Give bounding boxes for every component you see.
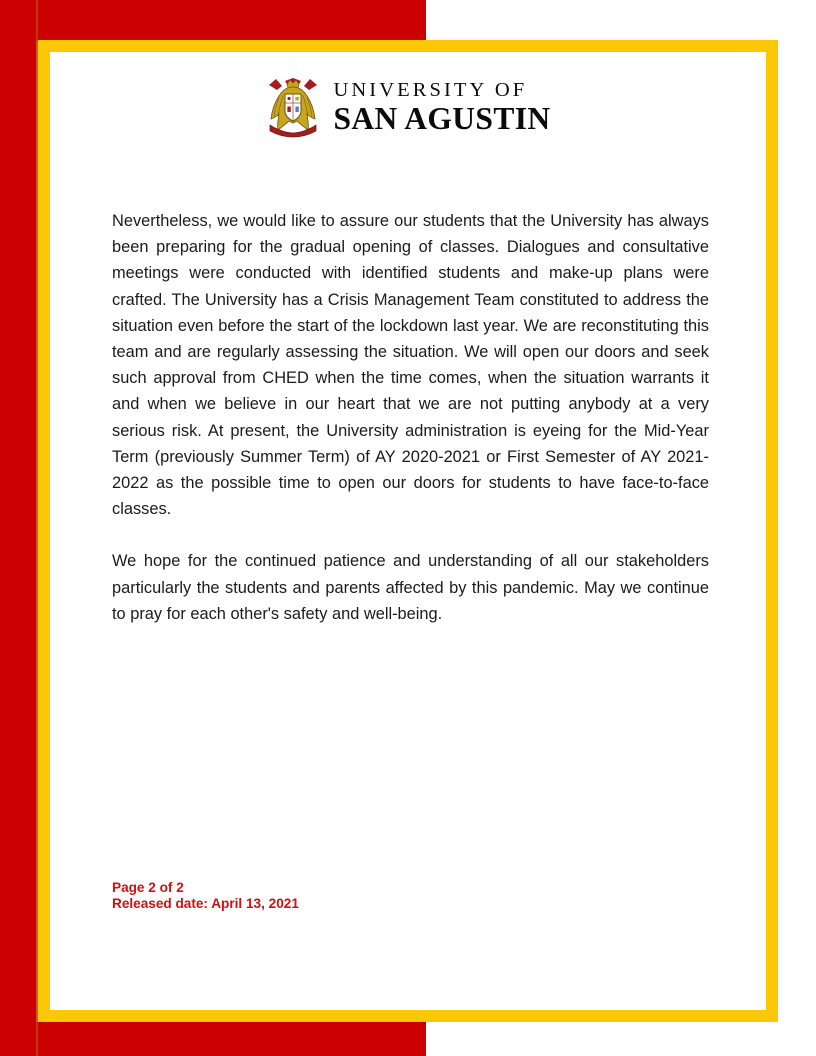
frame-red-band-left — [0, 0, 36, 1056]
institution-line-2: SAN AGUSTIN — [333, 101, 551, 136]
frame-red-band-top — [0, 0, 426, 41]
footer-page-label: Page 2 of 2 — [112, 880, 184, 895]
document-footer — [112, 880, 532, 912]
paragraph-1: Nevertheless, we would like to assure our students that the University has always been preparing for the gradual opening of classes. Dialogues and consultative meetings were conducted with identified students and make-up plans were crafted. The University has a Crisis Management Team constituted to address the situation even before the start of the lockdown last year. We are reconstituting this team and are regularly assessing the situation. We will open our doors and seek such approval from CHED when the time comes, when the situation warrants it and when we believe in our heart that we are not putting anybody at a very serious risk. At present, the University administration is eyeing for the Mid-Year Term (previously Summer Term) of AY 2020-2021 or First Semester of AY 2021-2022 as the possible time to open our doors for students to have face-to-face classes. — [112, 212, 709, 519]
document-sheet — [50, 52, 766, 1010]
footer-release-date: Released date: April 13, 2021 — [112, 896, 299, 911]
body-copy — [112, 208, 709, 627]
frame-red-band-bottom — [0, 1022, 426, 1056]
institution-wordmark — [333, 80, 550, 135]
paragraph-2: We hope for the continued patience and understanding of all our stakeholders particularly the students and parents affected by this pandemic. May we continue to pray for each other's safety and well-being. — [112, 552, 709, 623]
university-crest-icon — [265, 75, 321, 139]
letterhead — [50, 52, 766, 162]
institution-line-1: UNIVERSITY OF — [333, 78, 528, 101]
